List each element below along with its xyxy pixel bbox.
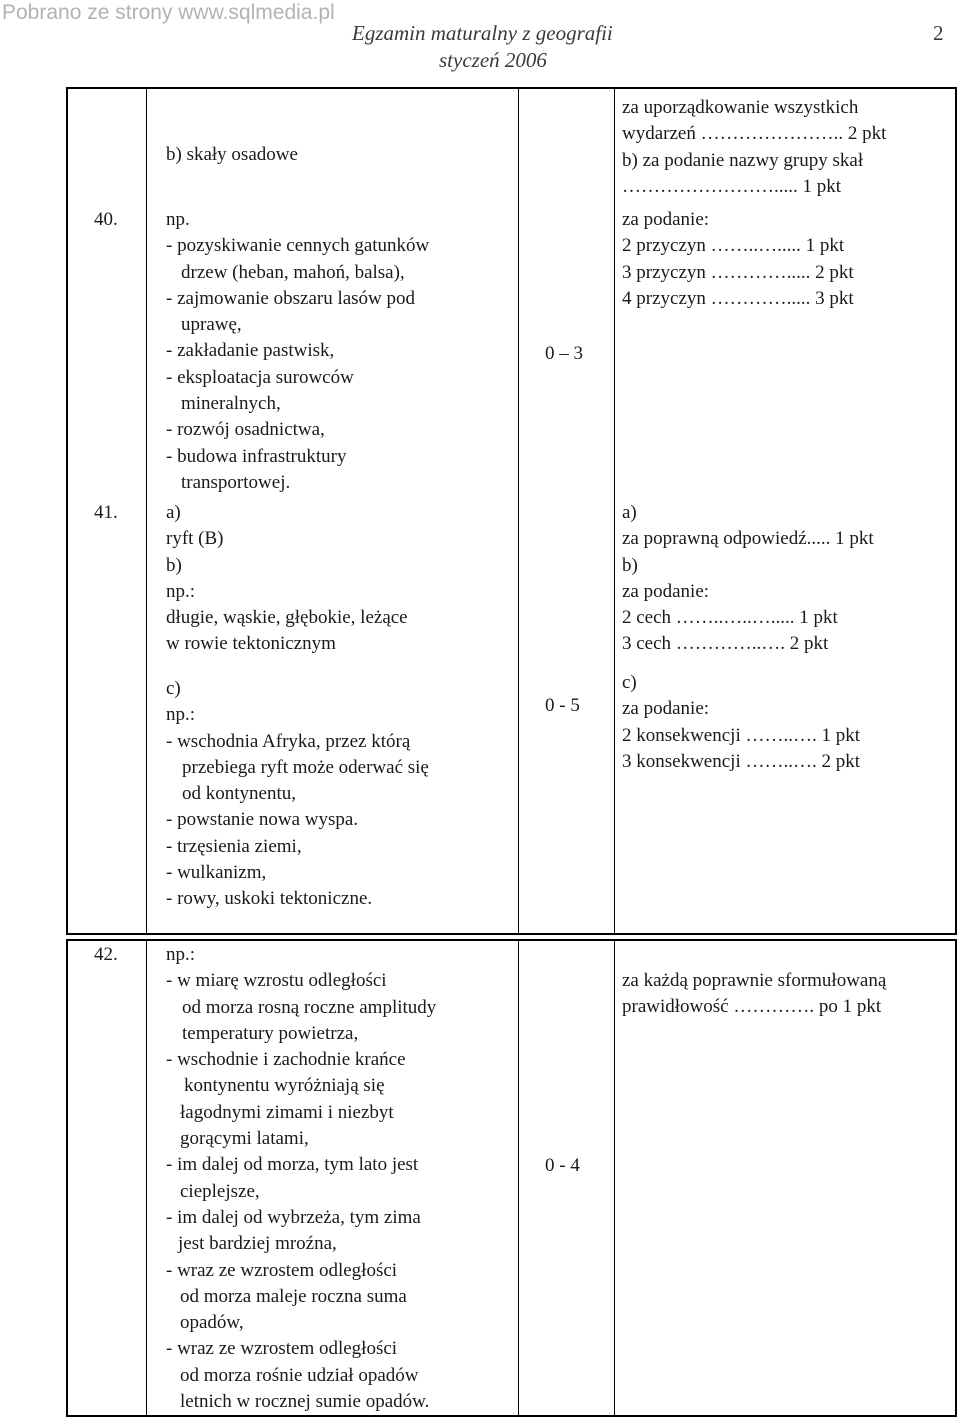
answer-line: - im dalej od morza, tym lato jest xyxy=(166,1154,419,1176)
answer-line: - zajmowanie obszaru lasów pod xyxy=(166,287,416,309)
answer-line: - budowa infrastruktury xyxy=(166,445,347,467)
answer-line: - rozwój osadnictwa, xyxy=(166,419,325,441)
criteria-line: 4 przyczyn …………..... 3 pkt xyxy=(622,287,854,309)
exam-date: styczeń 2006 xyxy=(439,48,547,72)
answer-line: od morza rosną roczne amplitudy xyxy=(182,996,437,1018)
question-number-42: 42. xyxy=(94,944,118,965)
table-border-bottom xyxy=(66,933,956,935)
answer-line: - wraz ze wzrostem odległości xyxy=(166,1338,398,1360)
criteria-line: za podanie: xyxy=(622,698,710,720)
source-watermark: Pobrano ze strony www.sqlmedia.pl xyxy=(2,1,335,24)
criteria-cell-40 xyxy=(622,207,854,312)
answer-line: - im dalej od wybrzeża, tym zima xyxy=(166,1206,421,1228)
answer-line: przebiega ryft może oderwać się xyxy=(182,756,429,778)
question-number-40: 40. xyxy=(94,209,118,230)
answer-line: - zakładanie pastwisk, xyxy=(166,340,335,362)
answer-cell-40 xyxy=(166,207,429,496)
table2-border-left xyxy=(66,939,68,1417)
column-divider-score xyxy=(518,87,519,935)
table-border-right xyxy=(955,87,957,935)
criteria-line: c) xyxy=(622,672,637,693)
answer-line: od kontynentu, xyxy=(182,783,296,805)
criteria-line: b) xyxy=(622,554,638,576)
answer-line: opadów, xyxy=(180,1312,244,1334)
answer-line: - powstanie nowa wyspa. xyxy=(166,809,359,831)
criteria-line: b) za podanie nazwy grupy skał xyxy=(622,149,864,171)
answer-line: np.: xyxy=(166,580,196,602)
answer-line: np.: xyxy=(166,704,196,726)
criteria-line: 2 konsekwencji ……..…. 1 pkt xyxy=(622,724,861,746)
answer-line: drzew (heban, mahoń, balsa), xyxy=(181,261,405,283)
table2-column-divider-criteria xyxy=(614,939,615,1417)
table-border-left xyxy=(66,87,68,935)
answer-line: ryft (B) xyxy=(166,528,224,550)
answer-line: w rowie tektonicznym xyxy=(166,633,336,655)
answer-cell-rocks xyxy=(166,142,298,168)
criteria-line: 3 przyczyn …………..... 2 pkt xyxy=(622,261,854,283)
criteria-line: wydarzeń ………………….. 2 pkt xyxy=(622,123,887,145)
criteria-line: za poprawną odpowiedź..... 1 pkt xyxy=(622,528,874,550)
answer-line: od morza rośnie udział opadów xyxy=(180,1364,419,1386)
criteria-line: za każdą poprawnie sformułowaną xyxy=(622,970,887,991)
answer-line: - pozyskiwanie cennych gatunków xyxy=(166,235,430,257)
answer-line: uprawę, xyxy=(181,314,242,336)
criteria-line: za podanie: xyxy=(622,580,710,602)
answer-line: mineralnych, xyxy=(181,393,281,415)
criteria-line: 3 konsekwencji ……..…. 2 pkt xyxy=(622,750,861,772)
answer-line: od morza maleje roczna suma xyxy=(180,1285,407,1307)
table2-column-divider-score xyxy=(518,939,519,1417)
answer-line: np.: xyxy=(166,944,196,965)
answer-cell-41-c xyxy=(166,676,429,913)
score-range-42: 0 - 4 xyxy=(545,1155,580,1176)
answer-line: b) xyxy=(166,554,182,576)
answer-line: - w miarę wzrostu odległości xyxy=(166,970,387,992)
answer-line: długie, wąskie, głębokie, leżące xyxy=(166,607,408,629)
question-number-41: 41. xyxy=(94,502,118,523)
column-divider-criteria xyxy=(614,87,615,935)
answer-line: - rowy, uskoki tektoniczne. xyxy=(166,888,373,910)
answer-line: np. xyxy=(166,209,190,230)
answer-line: cieplejsze, xyxy=(180,1180,260,1202)
answer-line: - wraz ze wzrostem odległości xyxy=(166,1259,398,1281)
table2-border-right xyxy=(955,939,957,1417)
answer-line: jest bardziej mroźna, xyxy=(178,1233,337,1255)
criteria-line: 2 cech ……..…..…..... 1 pkt xyxy=(622,607,838,629)
answer-line: temperatury powietrza, xyxy=(182,1022,359,1044)
table-border-top xyxy=(66,87,956,89)
answer-line: gorącymi latami, xyxy=(180,1128,309,1150)
answer-line: - wulkanizm, xyxy=(166,862,267,884)
criteria-cell-42 xyxy=(622,968,886,1021)
table2-border-top xyxy=(66,939,956,941)
answer-line: kontynentu wyróżniają się xyxy=(184,1075,385,1097)
criteria-line: 2 przyczyn ……..…..... 1 pkt xyxy=(622,235,845,257)
criteria-line: za uporządkowanie wszystkich xyxy=(622,97,859,118)
answer-line: - trzęsienia ziemi, xyxy=(166,835,302,857)
exam-title: Egzamin maturalny z geografii xyxy=(352,21,613,45)
answer-line: - wschodnie i zachodnie krańce xyxy=(166,1049,406,1071)
criteria-line: a) xyxy=(622,502,637,523)
criteria-line: ……………………..... 1 pkt xyxy=(622,175,842,197)
criteria-line: za podanie: xyxy=(622,209,710,230)
answer-line: a) xyxy=(166,502,181,523)
answer-line: transportowej. xyxy=(181,471,291,493)
answer-line: - eksploatacja surowców xyxy=(166,366,354,388)
criteria-cell-41-ab xyxy=(622,500,874,658)
criteria-cell-41-c xyxy=(622,670,860,775)
criteria-line: 3 cech …………..…. 2 pkt xyxy=(622,633,829,655)
table2-column-divider-answer xyxy=(146,939,147,1417)
column-divider-answer xyxy=(146,87,147,935)
criteria-cell-ordering xyxy=(622,95,886,200)
answer-line: b) skały osadowe xyxy=(166,144,298,165)
answer-cell-42 xyxy=(166,942,436,1415)
answer-cell-41-ab xyxy=(166,500,408,658)
page-number: 2 xyxy=(933,21,944,45)
criteria-line: prawidłowość …………. po 1 pkt xyxy=(622,996,882,1018)
answer-line: c) xyxy=(166,678,181,699)
answer-line: łagodnymi zimami i niezbyt xyxy=(180,1101,394,1123)
answer-line: letnich w rocznej sumie opadów. xyxy=(180,1391,430,1413)
score-range-41: 0 - 5 xyxy=(545,695,580,716)
score-range-40: 0 – 3 xyxy=(545,343,583,364)
answer-line: - wschodnia Afryka, przez którą xyxy=(166,730,411,752)
